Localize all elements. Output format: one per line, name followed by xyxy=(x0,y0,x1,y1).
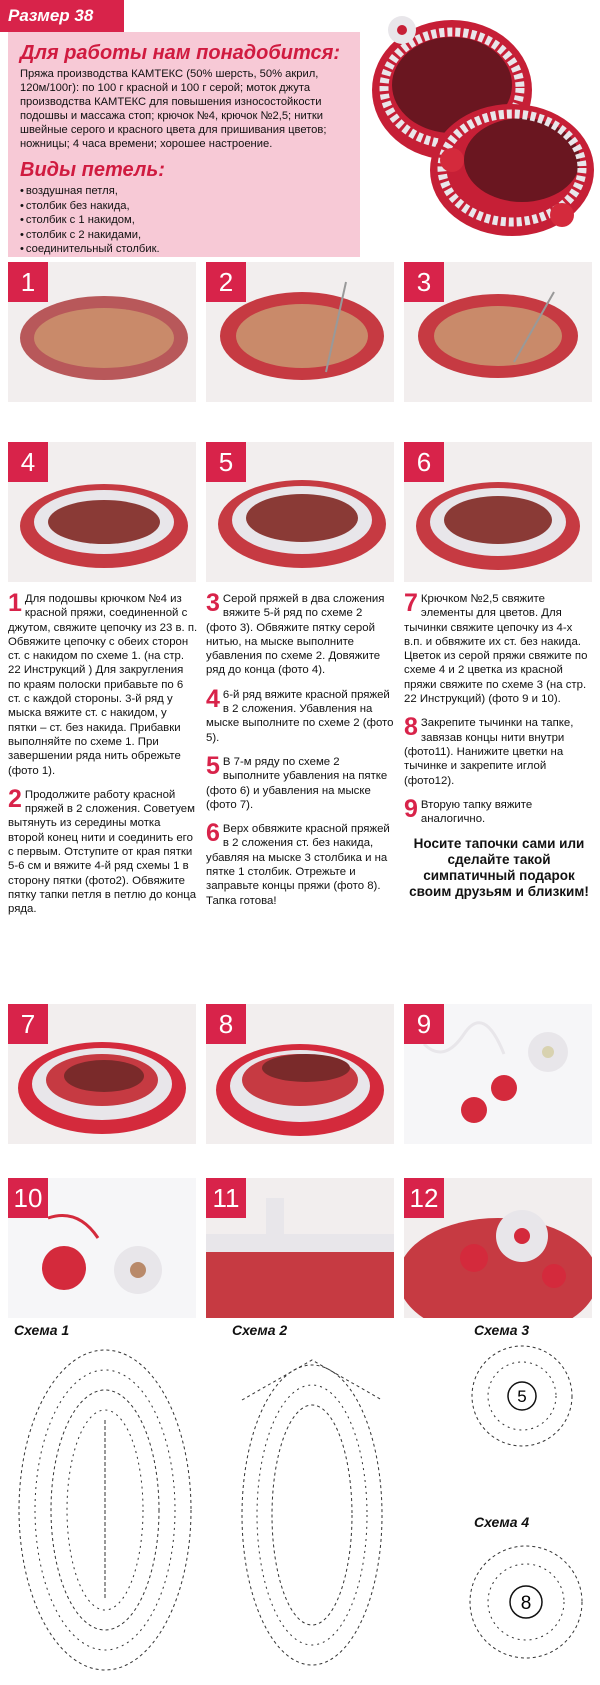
scheme-4-center: 8 xyxy=(520,1593,532,1614)
photo-number: 7 xyxy=(8,1004,48,1044)
step-number: 7 xyxy=(404,589,418,617)
stitch-type-item: • столбик с 2 накидами, xyxy=(20,228,350,243)
photo-number: 8 xyxy=(206,1004,246,1044)
step-photo-11 xyxy=(206,1178,394,1318)
step-photo-9 xyxy=(404,1004,592,1144)
step-text: Верх обвяжите красной пряжей в 2 сложения ст. без накида, убавляя на мыске 3 столбика и на пятке 1 столбик. Отрежьте и заправьте концы пряжи (фото 8). Тапка готова! xyxy=(206,823,390,907)
step-text: В 7-м ряду по схеме 2 выполните убавления на пятке (фото 6) и убавления на мыске (фото 7). xyxy=(206,755,388,811)
step-photo-1 xyxy=(8,262,196,402)
instructions-column-1 xyxy=(8,589,198,927)
scheme-3-center: 5 xyxy=(517,1387,527,1406)
photo-number: 5 xyxy=(206,442,246,482)
photo-number: 6 xyxy=(404,442,444,482)
scheme-2-diagram xyxy=(222,1340,402,1680)
step-number: 2 xyxy=(8,784,22,813)
photo-number: 1 xyxy=(8,262,48,302)
step-photo-8 xyxy=(206,1004,394,1144)
stitch-type-item: • столбик без накида, xyxy=(20,199,350,214)
step-photo-6 xyxy=(404,442,592,582)
step-number: 6 xyxy=(206,819,220,848)
scheme-2-title: Схема 2 xyxy=(232,1322,288,1338)
step-text: 6-й ряд вяжите красной пряжей в 2 сложения. Убавления на мыске выполните по схеме 2 (фото 5). xyxy=(206,688,394,744)
photo-number: 12 xyxy=(404,1178,444,1218)
step-7 xyxy=(404,589,594,706)
scheme-1-diagram xyxy=(10,1340,200,1680)
photo-number: 10 xyxy=(8,1178,48,1218)
scheme-3-title: Схема 3 xyxy=(474,1322,530,1338)
step-number: 5 xyxy=(206,751,220,780)
step-9 xyxy=(404,794,594,827)
stitch-types-title: Виды петель: xyxy=(20,159,165,181)
step-text: Крючком №2,5 свяжите элементы для цветов. Для тычинки свяжите цепочку из 4-х в.п. и обвяжите их ст. без накида. Цветок из серой пряжи свяжите по схеме 4 и 2 цветка из красной пряжи свяжите по схеме 3 (на стр. 22 Инструкций) (фото 9 и 10). xyxy=(404,593,588,706)
scheme-4-diagram xyxy=(466,1532,590,1672)
step-text: Вторую тапку вяжите аналогично. xyxy=(420,798,533,826)
stitch-types-list xyxy=(20,184,350,257)
step-photo-4 xyxy=(8,442,196,582)
stitch-type-item: • соединительный столбик. xyxy=(20,242,350,257)
step-photo-3 xyxy=(404,262,592,402)
step-number: 3 xyxy=(206,589,220,617)
photo-number: 2 xyxy=(206,262,246,302)
step-6 xyxy=(206,819,396,908)
photo-number: 9 xyxy=(404,1004,444,1044)
step-5 xyxy=(206,751,396,812)
step-photo-5 xyxy=(206,442,394,582)
closing-message: Носите тапочки сами или сделайте такой симпатичный подарок своим друзьям и близким! xyxy=(409,836,589,900)
instructions-column-3 xyxy=(404,589,594,900)
step-4 xyxy=(206,684,396,745)
instructions-column-2 xyxy=(206,589,396,918)
step-1 xyxy=(8,589,198,778)
step-text: Закрепите тычинки на тапке, завязав концы нити внутри (фото11). Нанижите цветки на тычинке и закрепите иглой (фото12). xyxy=(404,717,574,787)
stitch-type-item: • воздушная петля, xyxy=(20,184,350,199)
step-photo-10 xyxy=(8,1178,196,1318)
step-text: Серой пряжей в два сложения вяжите 5-й ряд по схеме 2 (фото 3). Обвяжите пятку серой нитью, на мыске выполните убавления по схеме 2. Довяжите ряд до конца (фото 4). xyxy=(206,593,385,677)
scheme-3-diagram xyxy=(466,1340,586,1460)
step-photo-7 xyxy=(8,1004,196,1144)
hero-slippers-photo xyxy=(362,0,600,248)
step-text: Продолжите работу красной пряжей в 2 сложения. Советуем вытянуть из середины мотка второй конец нити и соединить его с первым. Отступите от края пятки 5-6 см и вяжите 4-й ряд схемы 1 в сторону пятки (фото2). Обвяжите пятку тапки петля в петлю до конца ряда. xyxy=(8,788,197,916)
step-photo-2 xyxy=(206,262,394,402)
photo-number: 4 xyxy=(8,442,48,482)
step-number: 1 xyxy=(8,589,22,617)
step-2 xyxy=(8,784,198,917)
stitch-type-item: • столбик с 1 накидом, xyxy=(20,213,350,228)
step-8 xyxy=(404,713,594,787)
size-label: Размер 38 xyxy=(0,0,124,32)
materials-title: Для работы нам понадобится: xyxy=(20,42,341,64)
materials-text: Пряжа производства КАМТЕКС (50% шерсть, 50% акрил, 120м/100г): по 100 г красной и 100 г серой; моток джута производства КАМТЕКС для повышения износостойкости подошвы и массажа стоп; крючок №4, крючок №2,5; нитки швейные серого и красного цвета для пришивания цветов; ножницы; 4 часа времени; хорошее настроение. xyxy=(20,68,327,150)
step-number: 8 xyxy=(404,713,418,742)
materials-box xyxy=(8,32,360,257)
step-3 xyxy=(206,589,396,678)
step-photo-12 xyxy=(404,1178,592,1318)
scheme-1-title: Схема 1 xyxy=(14,1322,70,1338)
step-number: 4 xyxy=(206,684,220,713)
photo-number: 3 xyxy=(404,262,444,302)
step-text: Для подошвы крючком №4 из красной пряжи, соединенной с джутом, свяжите цепочку из 23 в. п. Обвяжите цепочку с обеих сторон ст. с накидом по схеме 1. (на стр. 22 Инструкций ) Для закругления по краям полоски прибавьте по 6 ст. с каждой стороны. 3-й ряд у мыска вяжите ст. с накидом, у пятки – ст. без накида. Прибавки выполняйте по схеме 1. При завершении ряда нить обрежьте (фото 1). xyxy=(8,593,198,777)
scheme-4-title: Схема 4 xyxy=(474,1514,530,1530)
photo-number: 11 xyxy=(206,1178,246,1218)
step-number: 9 xyxy=(404,794,418,823)
